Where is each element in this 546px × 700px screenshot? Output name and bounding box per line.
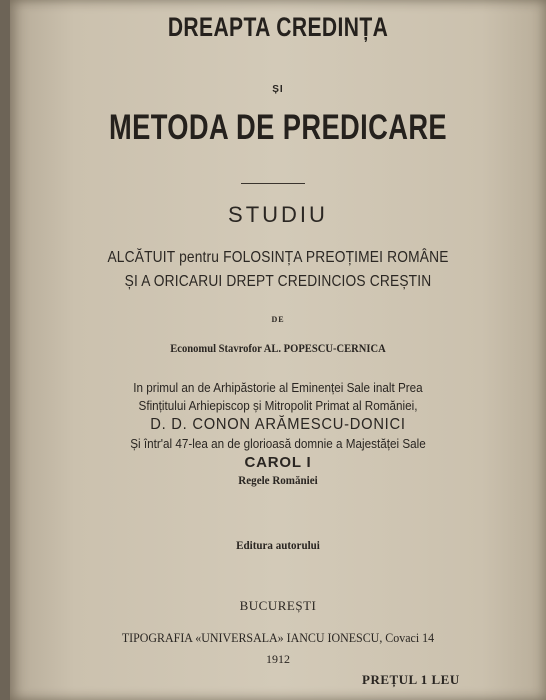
book-cover-page	[10, 0, 546, 700]
title-line-2: METODA DE PREDICARE	[108, 108, 448, 147]
dedication-line-3: Și într'al 47-lea an de glorioasă domnie a Majestăței Sale	[130, 436, 426, 451]
author-by-label: DE	[271, 315, 285, 324]
title-divider	[241, 183, 305, 184]
subtitle-line-2: ȘI A ORICARUI DREPT CREDINCIOS CREȘTIN	[124, 273, 432, 290]
publication-city: BUCUREȘTI	[239, 598, 317, 613]
author-name: Economul Stavrofor AL. POPESCU-CERNICA	[170, 341, 386, 355]
dedication-line-1: In primul an de Arhipăstorie al Eminenței Sale inalt Prea	[133, 380, 423, 395]
king-name: CAROL I	[244, 454, 312, 471]
metropolitan-name: D. D. CONON ARĂMESCU-DONICI	[150, 416, 406, 433]
publisher-note: Editura autorului	[236, 538, 320, 552]
title-conjunction: ȘI	[272, 84, 284, 95]
subtitle-line-1: ALCĂTUIT pentru FOLOSINȚA PREOȚIMEI ROMÂNE	[107, 249, 449, 266]
printer-info: TIPOGRAFIA «UNIVERSALA» IANCU IONESCU, Covaci 14	[121, 630, 435, 645]
price-label: PREȚUL 1 LEU	[362, 672, 460, 687]
title-line-1: DREAPTA CREDINȚA	[167, 12, 389, 42]
dedication-line-2: Sfințitului Arhiepiscop și Mitropolit Primat al Romăniei,	[138, 398, 418, 413]
publication-year: 1912	[266, 652, 290, 666]
study-label: STUDIU	[228, 202, 328, 227]
king-title: Regele Romăniei	[238, 473, 318, 487]
